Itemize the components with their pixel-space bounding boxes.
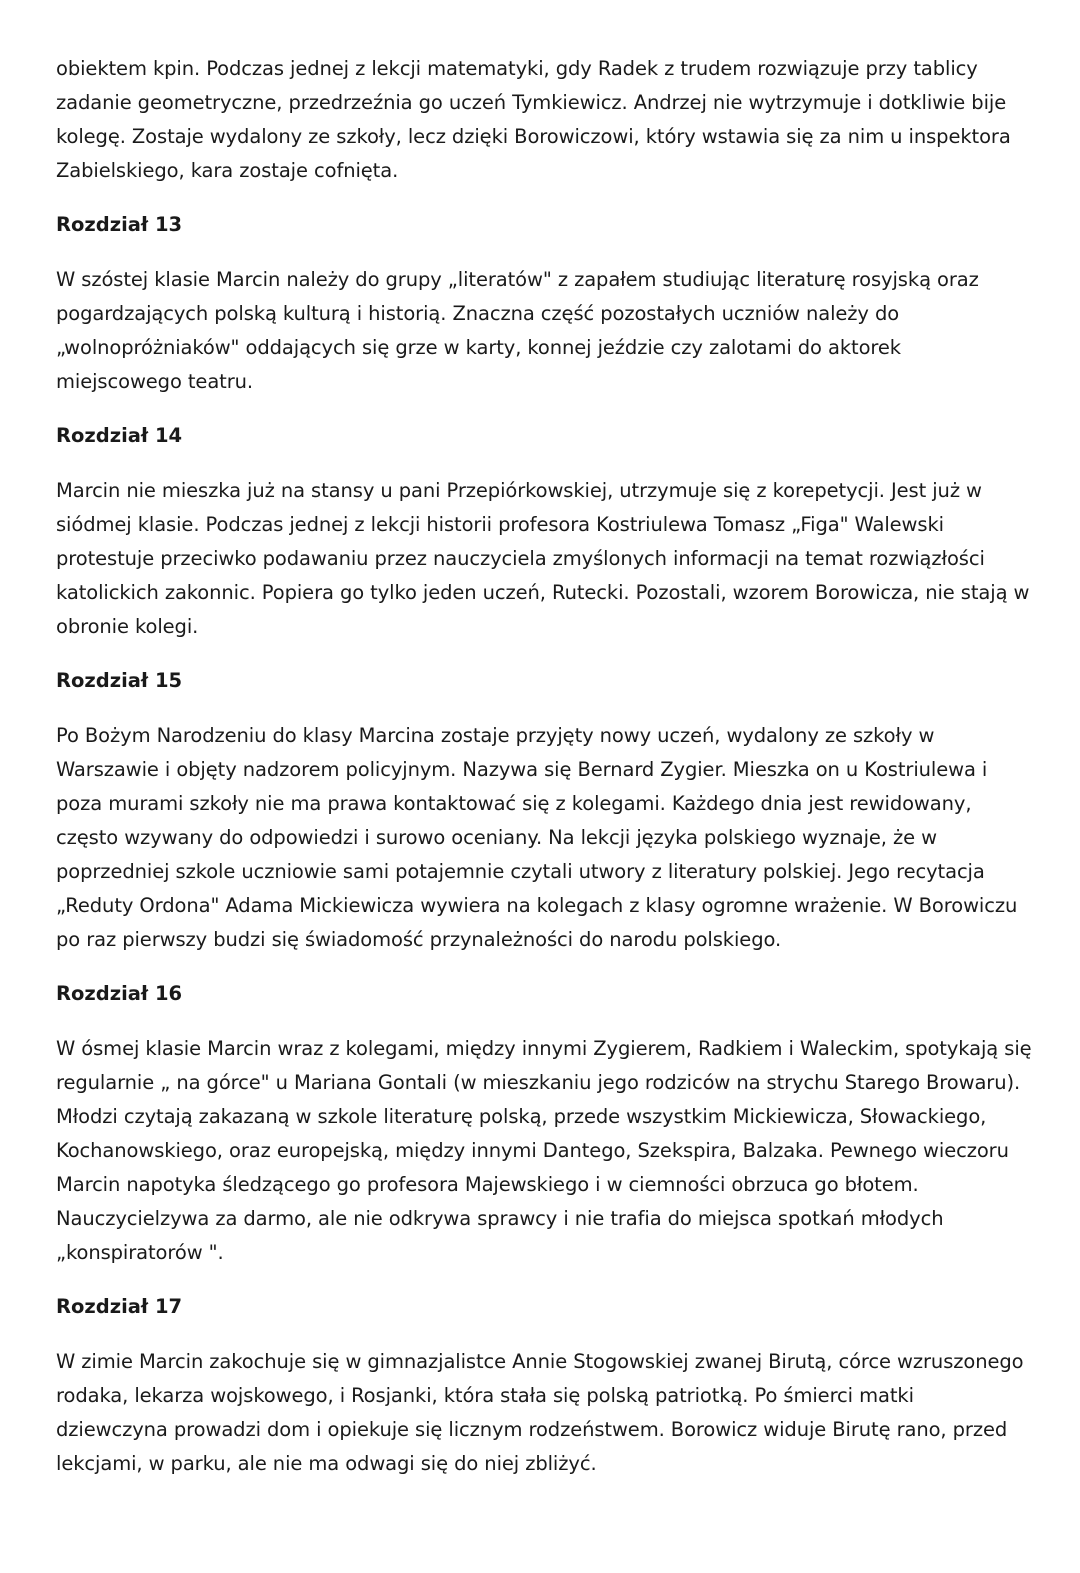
text-line: Kochanowskiego, oraz europejską, między innymi Dantego, Szekspira, Balzaka. Pewnego wieczoru [56,1139,1009,1162]
text-line: lekcjami, w parku, ale nie ma odwagi się do niej zbliżyć. [56,1452,597,1475]
text-line: kolegę. Zostaje wydalony ze szkoły, lecz dzięki Borowiczowi, który wstawia się za nim u inspektora [56,125,1011,148]
text-line: „konspiratorów ". [56,1241,224,1264]
text-line: „wolnopróżniaków" oddających się grze w karty, konnej jeździe czy zalotami do aktorek [56,336,901,359]
chapter-heading-14: Rozdział 14 [56,424,183,447]
text-line: W szóstej klasie Marcin należy do grupy „literatów" z zapałem studiując literaturę rosyjską oraz [56,268,979,291]
chapter-14-paragraph [56,474,1034,644]
chapter-heading-15: Rozdział 15 [56,669,183,692]
text-line: obiektem kpin. Podczas jednej z lekcji matematyki, gdy Radek z trudem rozwiązuje przy tablicy [56,57,978,80]
text-line: regularnie „ na górce" u Mariana Gontali (w mieszkaniu jego rodziców na strychu Starego Browaru). [56,1071,1021,1094]
chapter-15-paragraph [56,719,1034,957]
text-line: miejscowego teatru. [56,370,254,393]
text-line: rodaka, lekarza wojskowego, i Rosjanki, która stała się polską patriotką. Po śmierci matki [56,1384,914,1407]
text-line: „Reduty Ordona" Adama Mickiewicza wywiera na kolegach z klasy ogromne wrażenie. W Borowiczu [56,894,1018,917]
text-line: Marcin napotyka śledzącego go profesora Majewskiego i w ciemności obrzuca go błotem. [56,1173,919,1196]
text-line: dziewczyna prowadzi dom i opiekuje się licznym rodzeństwem. Borowicz widuje Birutę rano, przed [56,1418,1008,1441]
text-line: często wzywany do odpowiedzi i surowo oceniany. Na lekcji języka polskiego wyznaje, że w [56,826,937,849]
text-line: zadanie geometryczne, przedrzeźnia go uczeń Tymkiewicz. Andrzej nie wytrzymuje i dotkliwie bije [56,91,1007,114]
document-page [56,52,1034,1481]
text-line: Młodzi czytają zakazaną w szkole literaturę polską, przede wszystkim Mickiewicza, Słowackiego, [56,1105,987,1128]
text-line: protestuje przeciwko podawaniu przez nauczyciela zmyślonych informacji na temat rozwiązłości [56,547,985,570]
text-line: po raz pierwszy budzi się świadomość przynależności do narodu polskiego. [56,928,782,951]
chapter-13-paragraph [56,263,1034,399]
text-line: Marcin nie mieszka już na stansy u pani Przepiórkowskiej, utrzymuje się z korepetycji. Jest już w [56,479,982,502]
text-line: obronie kolegi. [56,615,199,638]
chapter-17-paragraph [56,1345,1034,1481]
chapter-heading-17: Rozdział 17 [56,1295,183,1318]
chapter-heading-13: Rozdział 13 [56,213,183,236]
intro-paragraph [56,52,1034,188]
text-line: poza murami szkoły nie ma prawa kontaktować się z kolegami. Każdego dnia jest rewidowany, [56,792,972,815]
text-line: Po Bożym Narodzeniu do klasy Marcina zostaje przyjęty nowy uczeń, wydalony ze szkoły w [56,724,935,747]
chapter-heading-16: Rozdział 16 [56,982,183,1005]
text-line: poprzedniej szkole uczniowie sami potajemnie czytali utwory z literatury polskiej. Jego recytacja [56,860,985,883]
text-line: Zabielskiego, kara zostaje cofnięta. [56,159,399,182]
text-line: W zimie Marcin zakochuje się w gimnazjalistce Annie Stogowskiej zwanej Birutą, córce wzruszonego [56,1350,1024,1373]
text-line: pogardzających polską kulturą i historią. Znaczna część pozostałych uczniów należy do [56,302,900,325]
text-line: W ósmej klasie Marcin wraz z kolegami, między innymi Zygierem, Radkiem i Waleckim, spotykają się [56,1037,1032,1060]
text-line: Warszawie i objęty nadzorem policyjnym. Nazywa się Bernard Zygier. Mieszka on u Kostriulewa i [56,758,988,781]
text-line: siódmej klasie. Podczas jednej z lekcji historii profesora Kostriulewa Tomasz „Figa" Walewski [56,513,944,536]
text-line: katolickich zakonnic. Popiera go tylko jeden uczeń, Rutecki. Pozostali, wzorem Borowicza, nie stają w [56,581,1030,604]
chapter-16-paragraph [56,1032,1034,1270]
text-line: Nauczycielzywa za darmo, ale nie odkrywa sprawcy i nie trafia do miejsca spotkań młodych [56,1207,944,1230]
